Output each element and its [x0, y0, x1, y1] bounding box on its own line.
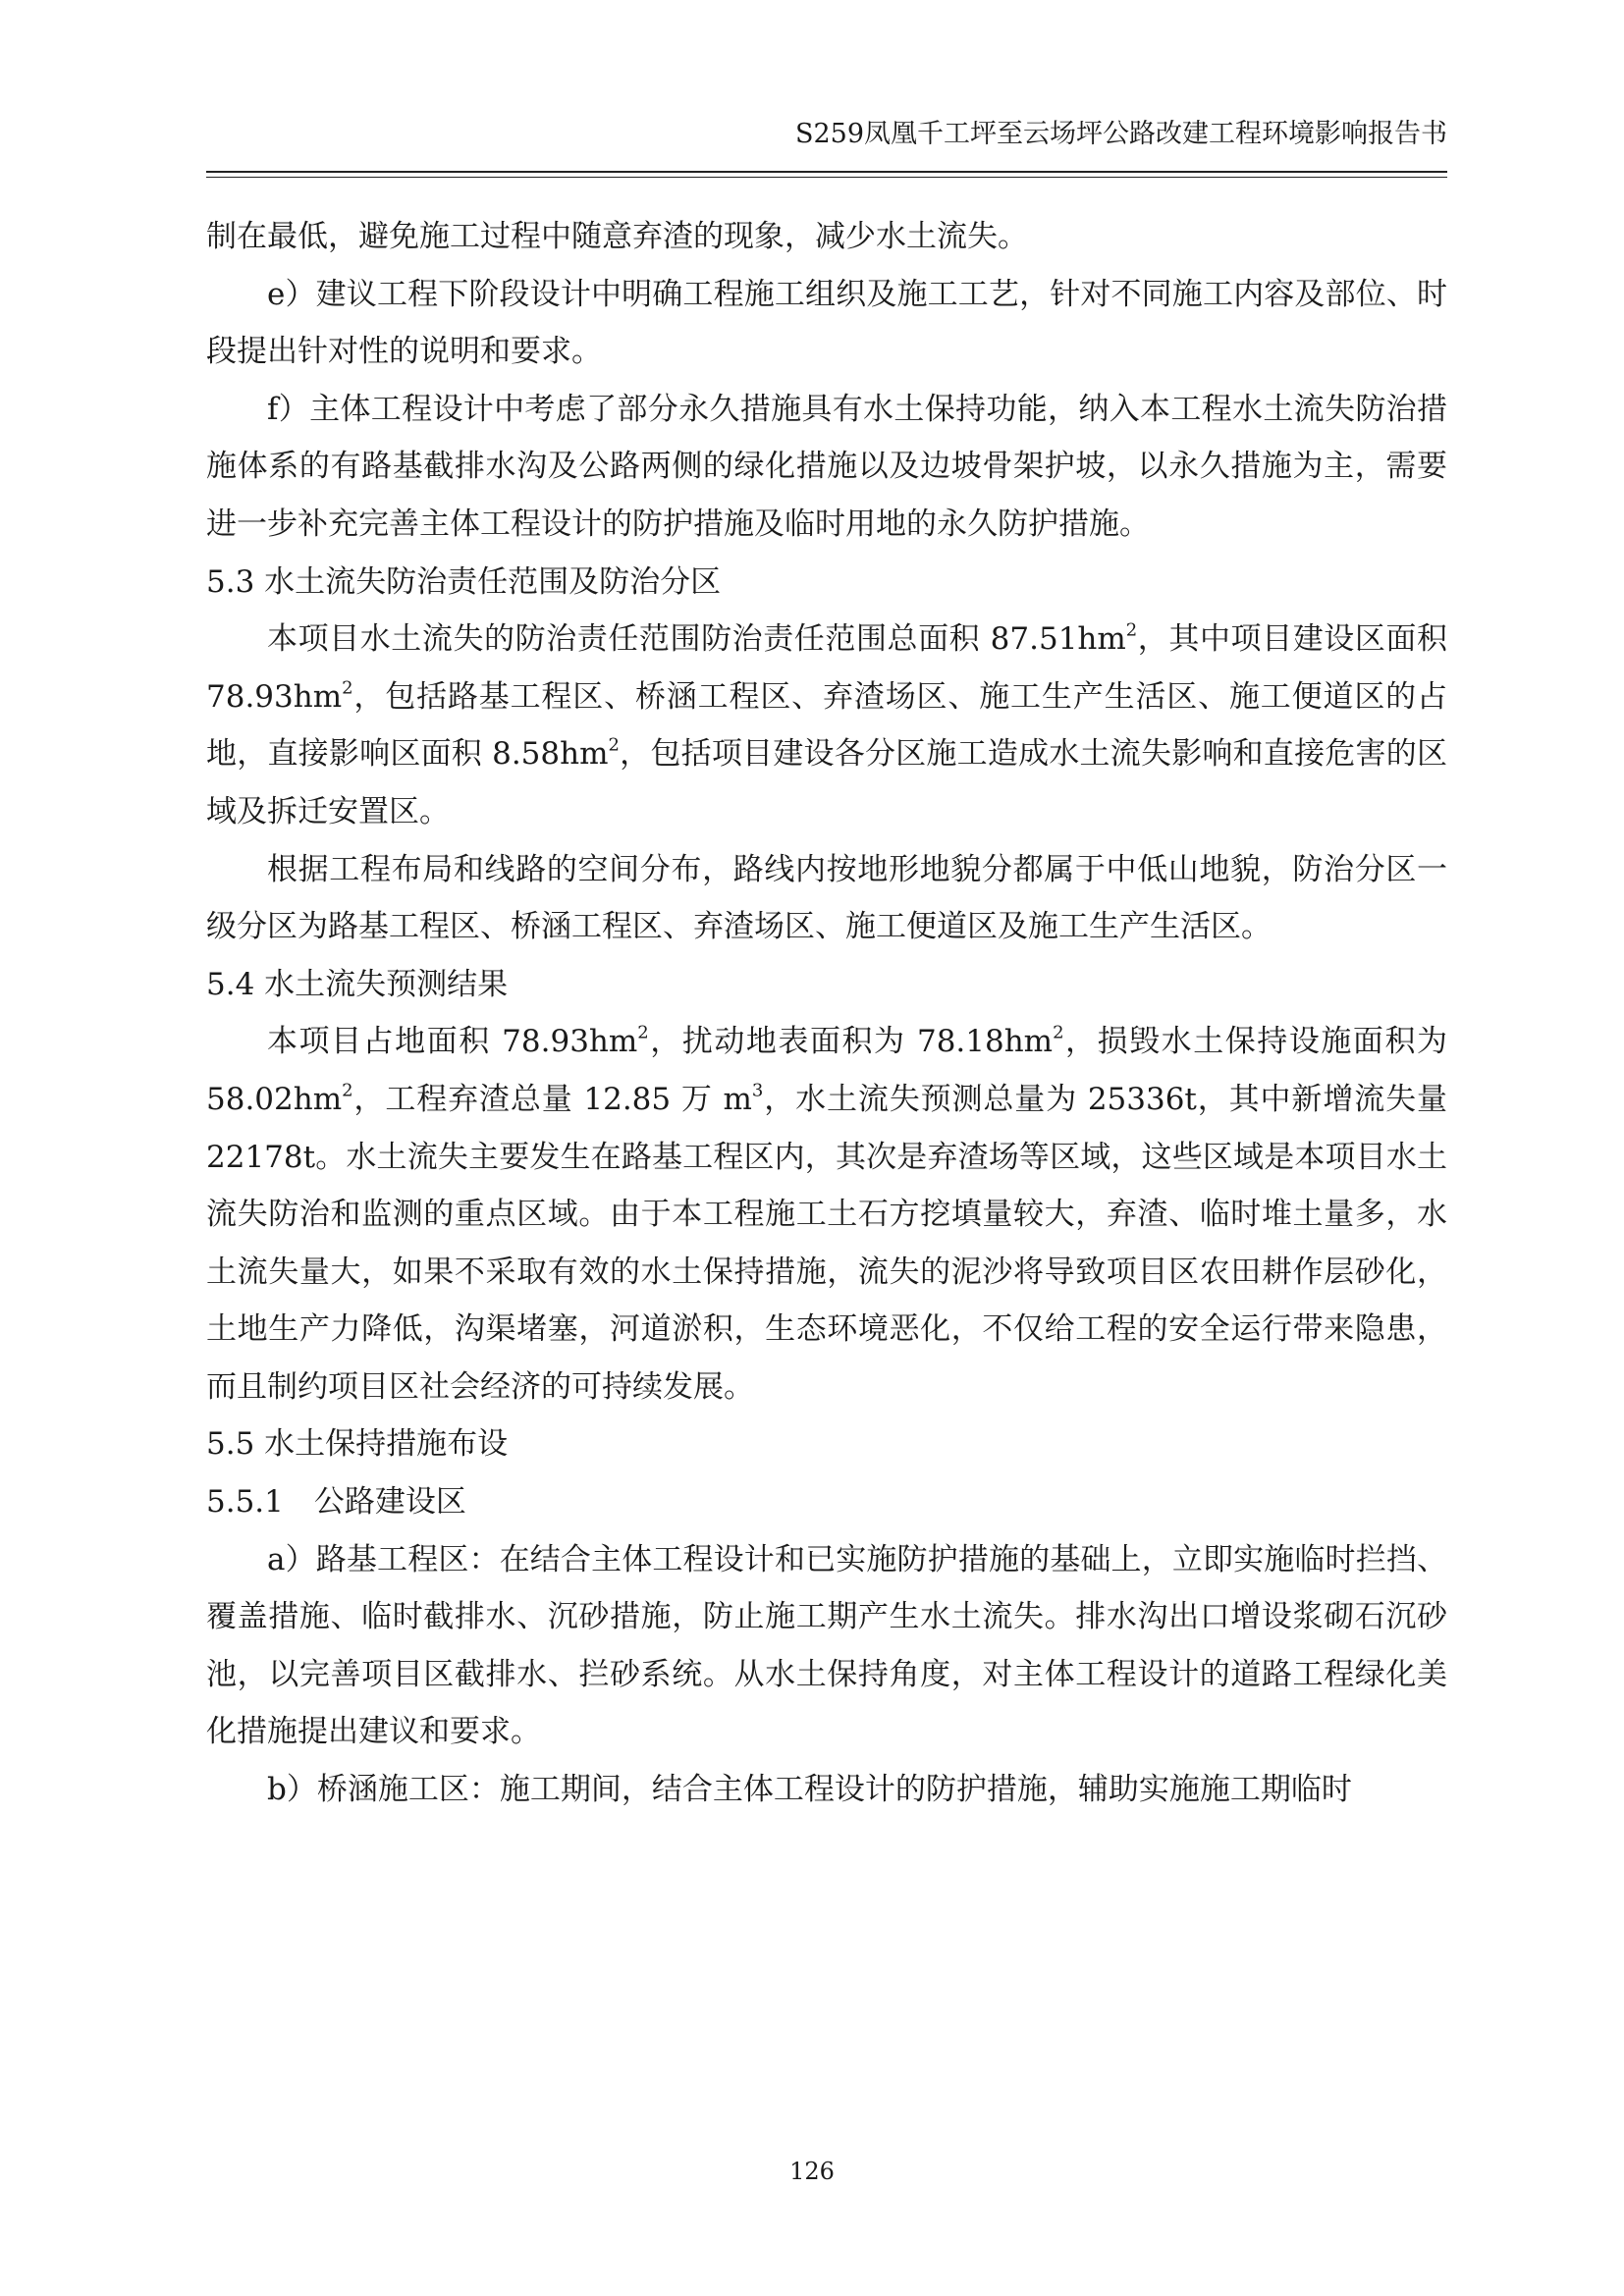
subsection-heading-5-5-1: 5.5.1 公路建设区: [206, 1484, 466, 1521]
text-run: ，包括项目建设各分区施工造成水土流失影响和直接危害的区域及拆迁安置区。: [206, 736, 1447, 829]
paragraph-continuation: 制在最低，避免施工过程中随意弃渣的现象，减少水土流失。: [206, 219, 1028, 254]
text-run: ，扰动地表面积为 78.18hm: [648, 1024, 1054, 1060]
text-run: ，水土流失预测总量为 25336t，其中新增流失量 22178t。水土流失主要发生在路基工程区内，其次是弃渣场等区域，这些区域是本项目水土流失防治和监测的重点区域。由于本工程施工土石方挖填量较大，弃渣、临时堆土量多，水土流失量大，如果不采取有效的水土保持措施，流失的泥沙将导致项目区农田耕作层砂化，土地生产力降低，沟渠堵塞，河道淤积，生态环境恶化，不仅给工程的安全运行带来隐患，而且制约项目区社会经济的可持续发展。: [206, 1081, 1447, 1405]
text-run: 本项目占地面积 78.93hm: [267, 1024, 638, 1060]
header-divider: [206, 171, 1447, 178]
section-heading-5-3: 5.3 水土流失防治责任范围及防治分区: [206, 563, 722, 600]
page-body: [206, 208, 1447, 1819]
text-run: 本项目水土流失的防治责任范围防治责任范围总面积 87.51hm: [267, 621, 1126, 658]
paragraph-zoning: 根据工程布局和线路的空间分布，路线内按地形地貌分都属于中低山地貌，防治分区一级分区为路基工程区、桥涵工程区、弃渣场区、施工便道区及施工生产生活区。: [206, 851, 1447, 945]
page-number: 126: [789, 2158, 835, 2185]
paragraph-item-f: f）主体工程设计中考虑了部分永久措施具有水土保持功能，纳入本工程水土流失防治措施体系的有路基截排水沟及公路两侧的绿化措施以及边坡骨架护坡，以永久措施为主，需要进一步补充完善主体工程设计的防护措施及临时用地的永久防护措施。: [206, 391, 1447, 542]
superscript: 3: [751, 1080, 764, 1101]
paragraph-item-b: b）桥涵施工区：施工期间，结合主体工程设计的防护措施，辅助实施施工期临时: [267, 1772, 1352, 1808]
paragraph-item-e: e）建议工程下阶段设计中明确工程施工组织及施工工艺，针对不同施工内容及部位、时段提出针对性的说明和要求。: [206, 276, 1447, 370]
paragraph-responsibility-scope: [206, 611, 1447, 840]
paragraph-prediction-results: [206, 1013, 1447, 1415]
superscript: 2: [342, 1080, 353, 1101]
section-heading-5-4: 5.4 水土流失预测结果: [206, 966, 509, 1002]
running-header-title: S259凤凰千工坪至云场坪公路改建工程环境影响报告书: [794, 119, 1447, 149]
superscript: 2: [1125, 619, 1138, 641]
superscript: 2: [342, 677, 353, 699]
superscript: 2: [637, 1022, 649, 1043]
section-heading-5-5: 5.5 水土保持措施布设: [206, 1426, 509, 1463]
text-run: ，包括路基工程区、桥涵工程区、弃渣场区、施工生产生活区、施工便道区的占地，直接影响区面积 8.58hm: [206, 678, 1447, 773]
text-run: ，工程弃渣总量 12.85 万 m: [352, 1081, 752, 1117]
text-run: ，损毁水土保持设施面积为 58.02hm: [206, 1024, 1447, 1117]
superscript: 2: [608, 734, 620, 756]
superscript: 2: [1053, 1022, 1064, 1043]
paragraph-item-a: a）路基工程区：在结合主体工程设计和已实施防护措施的基础上，立即实施临时拦挡、覆盖措施、临时截排水、沉砂措施，防止施工期产生水土流失。排水沟出口增设浆砌石沉砂池，以完善项目区截排水、拦砂系统。从水土保持角度，对主体工程设计的道路工程绿化美化措施提出建议和要求。: [206, 1541, 1447, 1750]
text-run: ，其中项目建设区面积 78.93hm: [206, 621, 1447, 715]
